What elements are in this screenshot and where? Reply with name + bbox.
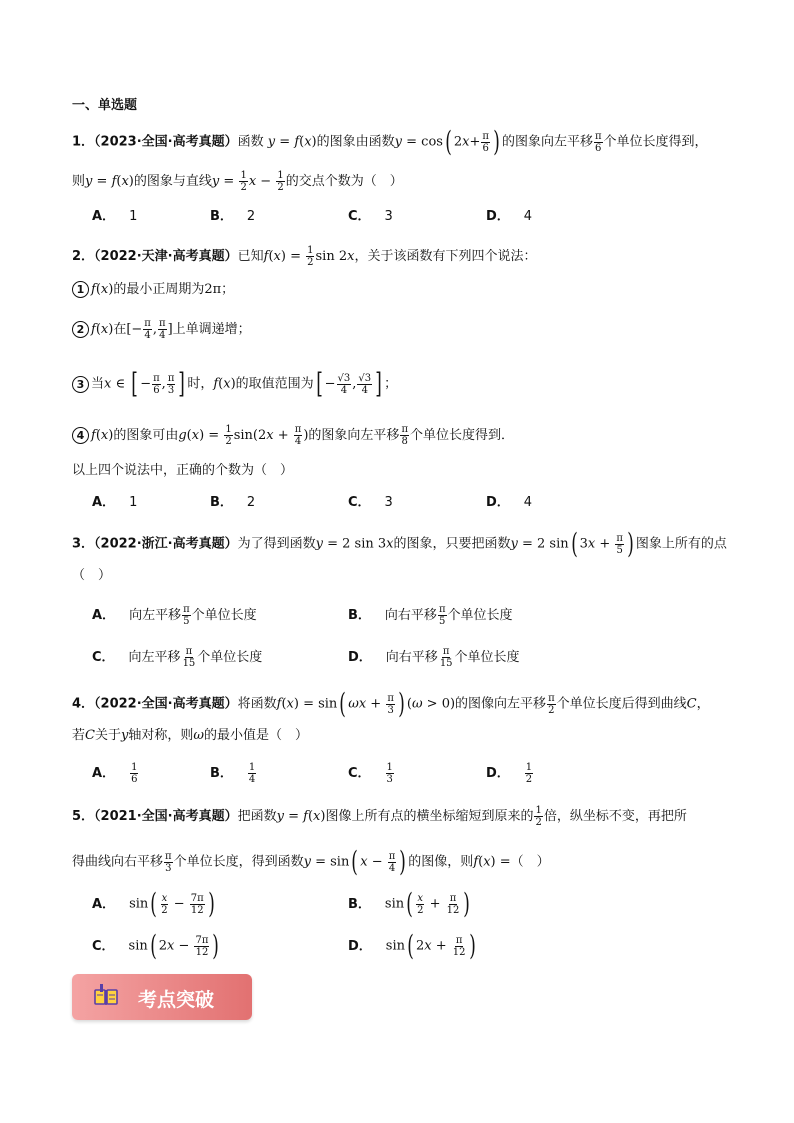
q2-option-d[interactable]: D． 4 bbox=[486, 495, 533, 510]
q2-option-c[interactable]: C． 3 bbox=[348, 495, 393, 510]
question-1-line-1: 1．（2023·全国·高考真题）函数 y = f(x)的图象由函数y = cos( 2x+ $\frac{\pi}{6}$ ) 的图象向左平移 $\frac{\pi}{6}$ 个单位长度得到， bbox=[72, 125, 708, 158]
book-icon bbox=[92, 982, 120, 1010]
q3-option-d[interactable]: D． 向右平移 $\frac{\pi}{15}$ 个单位长度 bbox=[348, 646, 520, 669]
statement-2: 2 f(x)在[− $\frac{\pi}{4}$ , $\frac{\pi}{4}$ ]上单调递增； bbox=[72, 318, 251, 341]
question-4-line-1: 4．（2022·全国·高考真题）将函数f(x) = sin( ωx + $\frac{\pi}{3}$ ) (ω > 0)的图像向左平移 $\frac{\pi}{2}$ 个单位长度后得到曲线C， bbox=[72, 687, 710, 720]
question-5-line-1: 5．（2021·全国·高考真题）把函数y = f(x)图像上所有点的横坐标缩短到原来的 $\frac{1}{2}$ 倍，纵坐标不变，再把所 bbox=[72, 805, 687, 828]
statement-3: 3 当x ∈ [ − $\frac{\pi}{6}$ , $\frac{\pi}{3}$ ] 时，f(x)的取值范围为[ − $\frac{√3}{4}$ , $\frac{√3}{4}$ ] ； bbox=[72, 370, 397, 398]
q4-option-a[interactable]: A． $\frac{1}{6}$ bbox=[92, 762, 138, 785]
q5-option-a[interactable]: A． sin( $\frac{x}{2}$ − $\frac{7\pi}{12}$ ) bbox=[92, 887, 215, 920]
q5-option-b[interactable]: B． sin( $\frac{x}{2}$ + $\frac{\pi}{12}$ ) bbox=[348, 887, 471, 920]
statement-1: 1 f(x)的最小正周期为2π； bbox=[72, 280, 234, 300]
question-1-line-2: 则y = f(x)的图象与直线y = $\frac{1}{2}$ x − $\frac{1}{2}$ 的交点个数为（ ） bbox=[72, 170, 403, 193]
question-number: 1． bbox=[72, 134, 95, 150]
banner-title: 考点突破 bbox=[138, 989, 215, 1011]
q1-option-a[interactable]: A． 1 bbox=[92, 209, 138, 224]
section-title: 一、单选题 bbox=[72, 98, 138, 113]
q5-option-c[interactable]: C． sin( 2x − $\frac{7\pi}{12}$ ) bbox=[92, 929, 220, 962]
question-3-line-2: （ ） bbox=[72, 568, 112, 583]
question-2-line-1: 2．（2022·天津·高考真题）已知f(x) = $\frac{1}{2}$ sin 2x，关于该函数有下列四个说法： bbox=[72, 245, 537, 268]
question-5-line-2: 得曲线向右平移 $\frac{\pi}{3}$ 个单位长度，得到函数y = sin( x − $\frac{\pi}{4}$ ) 的图像，则f(x) =（ ） bbox=[72, 845, 550, 878]
question-4-line-2: 若C关于y轴对称，则ω的最小值是（ ） bbox=[72, 728, 308, 743]
q2-option-a[interactable]: A． 1 bbox=[92, 495, 138, 510]
statement-4: 4 f(x)的图象可由g(x) = $\frac{1}{2}$ sin(2x + $\frac{\pi}{4}$ )的图象向左平移 $\frac{\pi}{8}$ 个单位长度得到． bbox=[72, 424, 514, 447]
q3-option-a[interactable]: A． 向左平移 $\frac{\pi}{5}$ 个单位长度 bbox=[92, 604, 257, 627]
question-source: （2023·全国·高考真题） bbox=[94, 134, 238, 150]
q4-option-c[interactable]: C． $\frac{1}{3}$ bbox=[348, 762, 393, 785]
question-3-line-1: 3．（2022·浙江·高考真题）为了得到函数y = 2 sin 3x的图象，只要把函数y = 2 sin( 3x + $\frac{\pi}{5}$ ) 图象上所有的点 bbox=[72, 527, 727, 560]
q1-option-c[interactable]: C． 3 bbox=[348, 209, 393, 224]
q3-option-b[interactable]: B． 向右平移 $\frac{\pi}{5}$ 个单位长度 bbox=[348, 604, 513, 627]
q3-option-c[interactable]: C． 向左平移 $\frac{\pi}{15}$ 个单位长度 bbox=[92, 646, 263, 669]
q5-option-d[interactable]: D． sin( 2x + $\frac{\pi}{12}$ ) bbox=[348, 929, 477, 962]
q4-option-b[interactable]: B． $\frac{1}{4}$ bbox=[210, 762, 256, 785]
q2-option-b[interactable]: B． 2 bbox=[210, 495, 256, 510]
q4-option-d[interactable]: D． $\frac{1}{2}$ bbox=[486, 762, 533, 785]
q1-option-b[interactable]: B． 2 bbox=[210, 209, 256, 224]
section-banner bbox=[72, 974, 252, 1020]
q1-option-d[interactable]: D． 4 bbox=[486, 209, 533, 224]
question-2-tail: 以上四个说法中，正确的个数为（ ） bbox=[72, 463, 294, 478]
